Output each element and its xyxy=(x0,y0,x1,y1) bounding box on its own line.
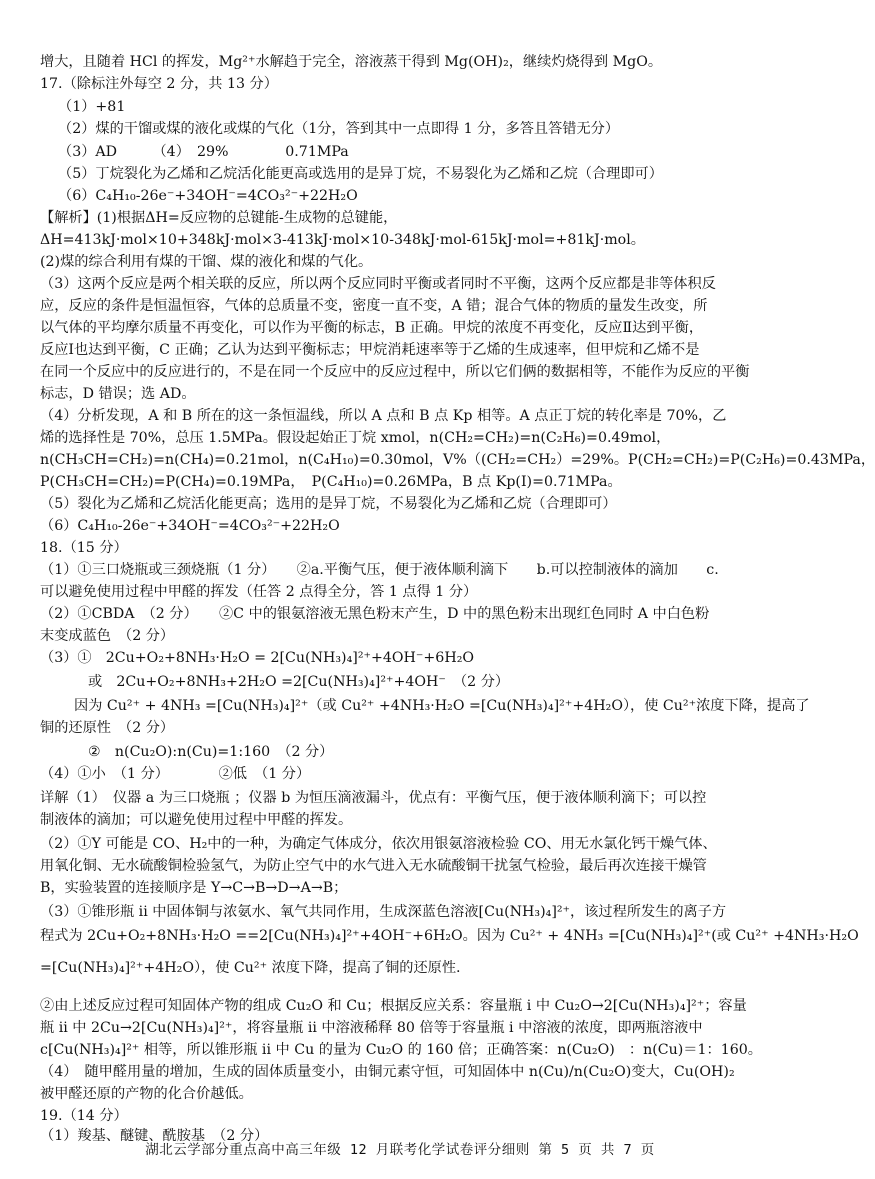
text-line: （2）①Y 可能是 CO、H₂中的一种，为确定气体成分，依次用银氨溶液检验 CO、用无水氯化钙干燥气体、 xyxy=(40,836,717,852)
text-line: （1）羧基、醚键、酰胺基 （2 分） xyxy=(40,1128,269,1144)
text-line: =[Cu(NH₃)₄]²⁺+4H₂O），使 Cu²⁺ 浓度下降，提高了铜的还原性. xyxy=(40,960,461,976)
text-line: 制液体的滴加；可以避免使用过程中甲醛的挥发。 xyxy=(40,812,353,828)
text-line: P(CH₃CH=CH₂)=P(CH₄)=0.19MPa， P(C₄H₁₀)=0.26MPa，B 点 Kp(Ⅰ)=0.71MPa。 xyxy=(40,474,622,490)
text-line: 烯的选择性是 70%，总压 1.5MPa。假设起始正丁烷 xmol，n(CH₂=CH₂)=n(C₂H₆)=0.49mol， xyxy=(40,430,671,446)
text-line: 反应Ⅰ也达到平衡，C 正确；乙认为达到平衡标志；甲烷消耗速率等于乙烯的生成速率，但甲烷和乙烯不是 xyxy=(40,342,700,358)
text-line: 19.（14 分） xyxy=(40,1108,128,1124)
text-line: 在同一个反应中的反应进行的，不是在同一个反应中的反应过程中，所以它们俩的数据相等，不能作为反应的平衡 xyxy=(40,364,750,380)
text-line: ②由上述反应过程可知固体产物的组成 Cu₂O 和 Cu；根据反应关系：容量瓶 i 中 Cu₂O→2[Cu(NH₃)₄]²⁺；容量 xyxy=(40,998,747,1014)
text-line: n(CH₃CH=CH₂)=n(CH₄)=0.21mol，n(C₄H₁₀)=0.30mol，V%（(CH₂=CH₂）=29%。P(CH₂=CH₂)=P(C₂H₆)=0.43MPa， xyxy=(40,452,875,468)
text-line: 应，反应的条件是恒温恒容，气体的总质量不变，密度一直不变，A 错；混合气体的物质的量发生改变，所 xyxy=(40,298,708,314)
text-line: ② n(Cu₂O):n(Cu)=1:160 （2 分） xyxy=(88,744,334,760)
text-line: （2）①CBDA （2 分） ②C 中的银氨溶液无黑色粉末产生，D 中的黑色粉末出现红色同时 A 中白色粉 xyxy=(40,606,710,622)
text-line: （1）+81 xyxy=(58,99,126,115)
text-line: （4）①小 （1 分） ②低 （1 分） xyxy=(40,766,311,782)
text-line: 增大，且随着 HCl 的挥发，Mg²⁺水解趋于完全，溶液蒸干得到 Mg(OH)₂，继续灼烧得到 MgO。 xyxy=(40,54,663,70)
text-line: 末变成蓝色 （2 分） xyxy=(40,628,175,644)
text-line: 用氧化铜、无水硫酸铜检验氢气，为防止空气中的水气进入无水硫酸铜干扰氢气检验，最后再次连接干燥管 xyxy=(40,858,707,874)
text-line: 瓶 ii 中 2Cu→2[Cu(NH₃)₄]²⁺，将容量瓶 ii 中溶液稀释 80 倍等于容量瓶 i 中溶液的浓度，即两瓶溶液中 xyxy=(40,1020,703,1036)
text-line: （5）裂化为乙烯和乙烷活化能更高；选用的是异丁烷，不易裂化为乙烯和乙烷（合理即可） xyxy=(40,496,617,512)
text-line: （5）丁烷裂化为乙烯和乙烷活化能更高或选用的是异丁烷，不易裂化为乙烯和乙烷（合理即可） xyxy=(58,166,663,182)
text-line: 铜的还原性 （2 分） xyxy=(40,720,175,736)
text-line: 详解（1） 仪器 a 为三口烧瓶 ；仪器 b 为恒压滴液漏斗，优点有：平衡气压，便于液体顺利滴下；可以控 xyxy=(40,790,707,806)
text-line: B，实验装置的连接顺序是 Y→C→B→D→A→B； xyxy=(40,880,348,896)
text-line: 以气体的平均摩尔质量不再变化，可以作为平衡的标志，B 正确。甲烷的浓度不再变化，反应Ⅱ达到平衡， xyxy=(40,320,704,336)
text-line: （6）C₄H₁₀-26e⁻+34OH⁻=4CO₃²⁻+22H₂O xyxy=(58,188,358,204)
text-line: 【解析】(1)根据ΔH=反应物的总键能-生成物的总键能， xyxy=(40,210,398,226)
text-line: （1）①三口烧瓶或三颈烧瓶（1 分） ②a.平衡气压，便于液体顺利滴下 b.可以控制液体的滴加 c. xyxy=(40,562,719,578)
text-line: （3）① 2Cu+O₂+8NH₃·H₂O = 2[Cu(NH₃)₄]²⁺+4OH⁻+6H₂O xyxy=(40,650,475,666)
text-line: ΔH=413kJ·mol×10+348kJ·mol×3-413kJ·mol×10-348kJ·mol-615kJ·mol=+81kJ·mol。 xyxy=(40,232,645,248)
text-line: 或 2Cu+O₂+8NH₃+2H₂O =2[Cu(NH₃)₄]²⁺+4OH⁻ （2 分） xyxy=(88,674,510,690)
text-line: （4）分析发现，A 和 B 所在的这一条恒温线，所以 A 点和 B 点 Kp 相等。A 点正丁烷的转化率是 70%，乙 xyxy=(40,408,727,424)
text-line: （3）AD （4） 29% 0.71MPa xyxy=(58,144,349,160)
text-line: c[Cu(NH₃)₄]²⁺ 相等，所以锥形瓶 ii 中 Cu 的量为 Cu₂O 的 160 倍；正确答案：n(Cu₂O) ：n(Cu)＝1：160。 xyxy=(40,1042,762,1058)
text-line: 可以避免使用过程中甲醛的挥发（任答 2 点得全分，答 1 点得 1 分） xyxy=(40,584,478,600)
text-line: 被甲醛还原的产物的化合价越低。 xyxy=(40,1086,253,1102)
text-line: 17.（除标注外每空 2 分，共 13 分） xyxy=(40,76,278,92)
text-line: 18.（15 分） xyxy=(40,540,128,556)
text-line: （3）这两个反应是两个相关联的反应，所以两个反应同时平衡或者同时不平衡，这两个反应都是非等体积反 xyxy=(40,276,716,292)
text-line: （2）煤的干馏或煤的液化或煤的气化（1分，答到其中一点即得 1 分，多答且答错无分） xyxy=(58,121,620,137)
text-line: （4） 随甲醛用量的增加，生成的固体质量变小，由铜元素守恒，可知固体中 n(Cu)/n(Cu₂O)变大，Cu(OH)₂ xyxy=(40,1064,735,1080)
text-line: 标志，D 错误；选 AD。 xyxy=(40,386,196,402)
text-line: （6）C₄H₁₀-26e⁻+34OH⁻=4CO₃²⁻+22H₂O xyxy=(40,518,340,534)
page-footer: 湖北云学部分重点高中高三年级 12 月联考化学试卷评分细则 第 5 页 共 7 页 xyxy=(145,1142,655,1158)
text-line: (2)煤的综合利用有煤的干馏、煤的液化和煤的气化。 xyxy=(40,254,373,270)
text-line: 因为 Cu²⁺ + 4NH₃ =[Cu(NH₃)₄]²⁺（或 Cu²⁺ +4NH₃·H₂O =[Cu(NH₃)₄]²⁺+4H₂O），使 Cu²⁺浓度下降，提高了 xyxy=(74,698,810,714)
text-line: 程式为 2Cu+O₂+8NH₃·H₂O ==2[Cu(NH₃)₄]²⁺+4OH⁻+6H₂O。因为 Cu²⁺ + 4NH₃ =[Cu(NH₃)₄]²⁺(或 Cu²⁺ +4NH₃·H₂O xyxy=(40,928,859,944)
text-line: （3）①锥形瓶 ii 中固体铜与浓氨水、氧气共同作用，生成深蓝色溶液[Cu(NH₃)₄]²⁺，该过程所发生的离子方 xyxy=(40,904,727,920)
